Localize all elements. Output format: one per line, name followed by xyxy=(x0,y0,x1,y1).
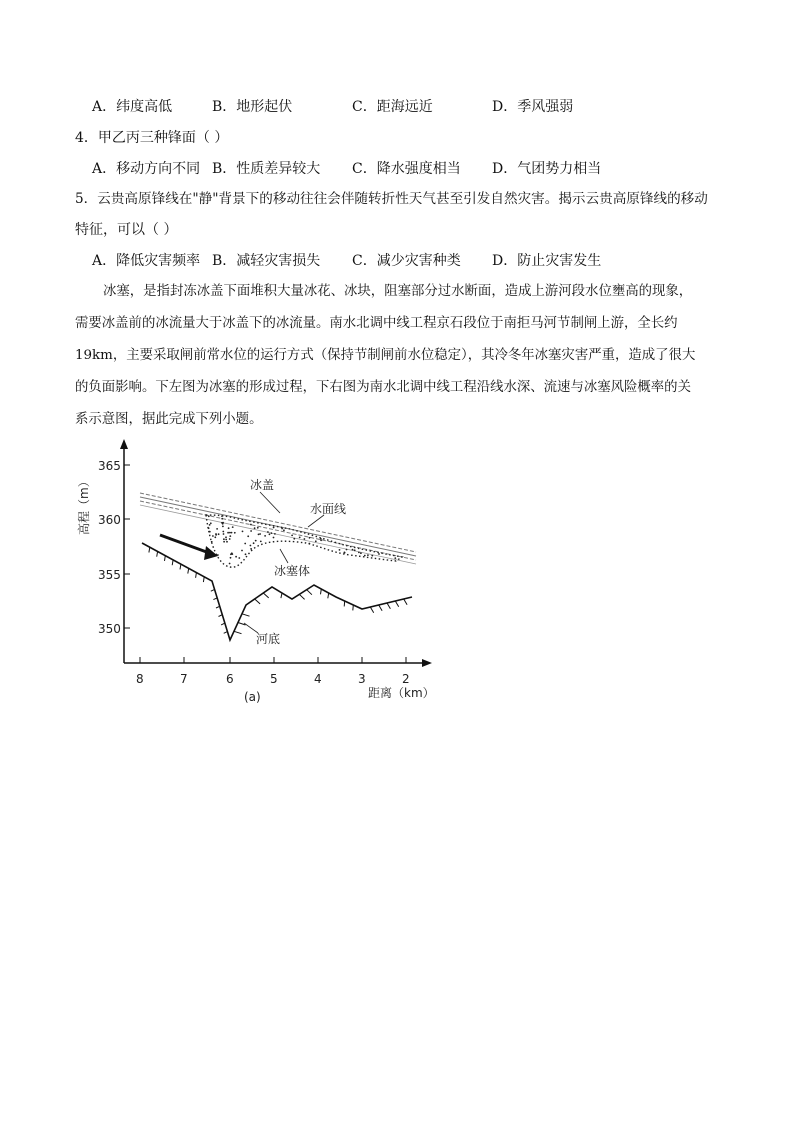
q3-option-b: B．地形起伏 xyxy=(212,99,293,115)
q5-option-d: D．防止灾害发生 xyxy=(492,253,602,269)
q4-option-c: C．降水强度相当 xyxy=(352,161,461,177)
passage-line-5: 系示意图，据此完成下列小题。 xyxy=(75,412,263,427)
ice-jam-cross-section-figure xyxy=(60,435,450,710)
x-axis-label: 距离（km） xyxy=(368,686,435,700)
x-tick-5: 5 xyxy=(270,672,278,686)
y-tick-355: 355 xyxy=(98,568,121,582)
q3-option-a: A．纬度高低 xyxy=(92,99,173,115)
q4-option-d: D．气团势力相当 xyxy=(492,161,602,177)
x-tick-3: 3 xyxy=(358,672,366,686)
y-tick-365: 365 xyxy=(98,459,121,473)
passage-line-1: 冰塞，是指封冻冰盖下面堆积大量冰花、冰块，阻塞部分过水断面，造成上游河段水位壅高的现象， xyxy=(103,284,693,299)
passage-line-2: 需要冰盖前的冰流量大于冰盖下的冰流量。南水北调中线工程京石段位于南拒马河节制闸上游，全长约 xyxy=(75,316,678,331)
x-tick-2: 2 xyxy=(402,672,410,686)
y-tick-360: 360 xyxy=(98,513,121,527)
water-line-label: 水面线 xyxy=(310,502,347,516)
ice-cover-band xyxy=(140,493,416,564)
q5-option-c: C．减少灾害种类 xyxy=(352,253,461,269)
x-tick-4: 4 xyxy=(314,672,322,686)
passage-line-4: 的负面影响。下左图为冰塞的形成过程，下右图为南水北调中线工程沿线水深、流速与冰塞风险概率的关 xyxy=(75,380,691,395)
q5-stem-line2: 特征，可以（ ） xyxy=(75,222,178,238)
x-tick-8: 8 xyxy=(136,672,144,686)
q4-option-b: B．性质差异较大 xyxy=(212,161,321,177)
y-tick-350: 350 xyxy=(98,622,121,636)
figure-caption: (a) xyxy=(244,690,261,704)
q4-stem: 4．甲乙丙三种锋面（ ） xyxy=(75,130,229,146)
q3-option-d: D．季风强弱 xyxy=(492,99,574,115)
ice-jam-label: 冰塞体 xyxy=(274,564,311,578)
q5-option-b: B．减轻灾害损失 xyxy=(212,253,321,269)
q4-option-a: A．移动方向不同 xyxy=(92,161,201,177)
flow-direction-arrow xyxy=(160,535,218,560)
q5-stem-line1: 5．云贵高原锋线在"静"背景下的移动往往会伴随转折性天气甚至引发自然灾害。揭示云贵高原锋线的移动 xyxy=(75,191,708,207)
x-tick-7: 7 xyxy=(180,672,188,686)
passage-line-3: 19km，主要采取闸前常水位的运行方式（保持节制闸前水位稳定），其冷冬年冰塞灾害严重，造成了很大 xyxy=(75,348,696,363)
q3-option-c: C．距海远近 xyxy=(352,99,433,115)
ice-cover-label: 冰盖 xyxy=(250,478,275,492)
ice-jam-body xyxy=(206,515,402,567)
riverbed-label: 河底 xyxy=(256,632,281,646)
q5-option-a: A．降低灾害频率 xyxy=(92,253,201,269)
x-tick-6: 6 xyxy=(226,672,234,686)
y-axis-label: 高程（m） xyxy=(77,475,91,535)
